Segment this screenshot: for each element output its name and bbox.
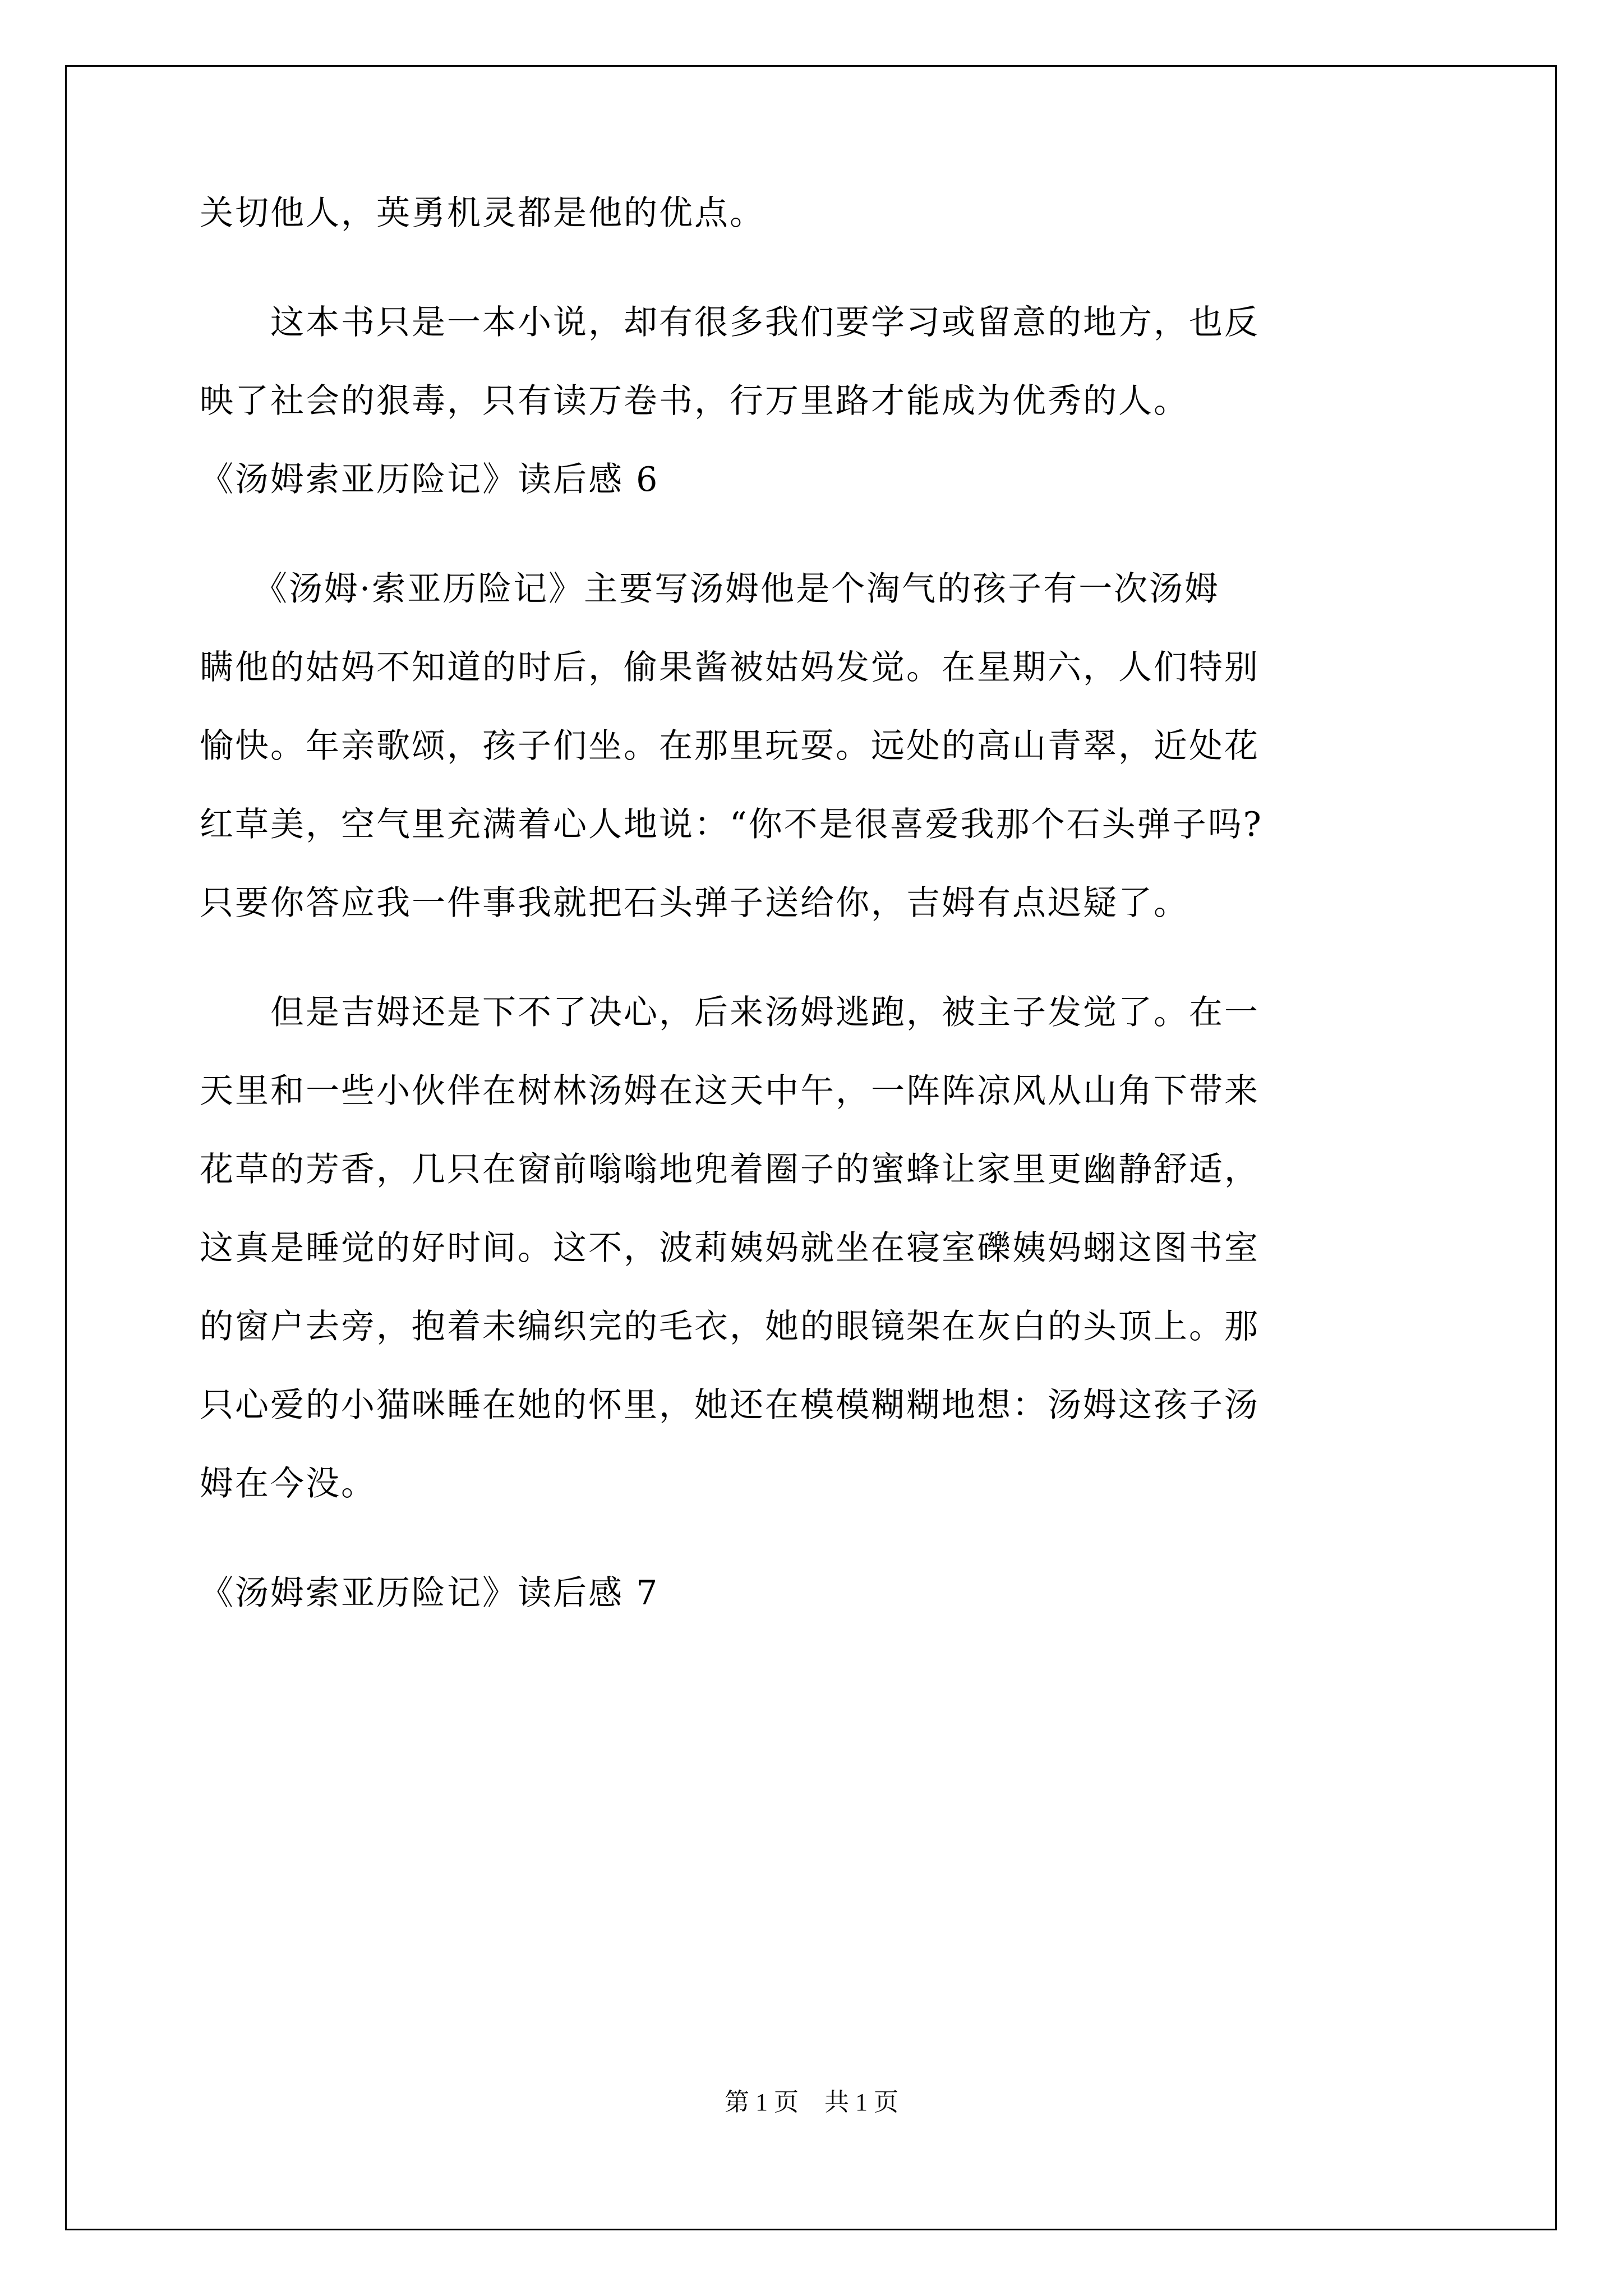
paragraph-line: 瞒他的姑妈不知道的时后，偷果酱被姑妈发觉。在星期六，人们特别 (200, 648, 1260, 687)
paragraph-line: 天里和一些小伙伴在树林汤姆在这天中午，一阵阵凉风从山角下带来 (200, 1071, 1260, 1111)
paragraph-line: 关切他人，英勇机灵都是他的优点。 (200, 194, 765, 233)
paragraph-line: 姆在今没。 (200, 1464, 376, 1503)
paragraph-line: 映了社会的狠毒，只有读万卷书，行万里路才能成为优秀的人。 (200, 381, 1189, 421)
paragraph-line: 愉快。年亲歌颂，孩子们坐。在那里玩耍。远处的高山青翠，近处花 (200, 726, 1260, 766)
page-total: 共 1 页 (824, 2088, 898, 2116)
page-footer (0, 2090, 1623, 2115)
paragraph-line: 这本书只是一本小说，却有很多我们要学习或留意的地方，也反 (200, 303, 1260, 342)
section-heading: 《汤姆索亚历险记》读后感 7 (200, 1573, 660, 1613)
paragraph-line: 但是吉姆还是下不了决心，后来汤姆逃跑，被主子发觉了。在一 (200, 993, 1260, 1032)
page-number: 第 1 页 (725, 2088, 799, 2116)
paragraph-line: 《汤姆·索亚历险记》主要写汤姆他是个淘气的孩子有一次汤姆 (200, 569, 1220, 609)
paragraph-line: 只心爱的小猫咪睡在她的怀里，她还在模模糊糊地想：汤姆这孩子汤 (200, 1386, 1260, 1425)
paragraph-line: 红草美，空气里充满着心人地说：“你不是很喜爱我那个石头弹子吗? (200, 805, 1263, 844)
paragraph-line: 只要你答应我一件事我就把石头弹子送给你，吉姆有点迟疑了。 (200, 884, 1189, 923)
paragraph-line: 花草的芳香，几只在窗前嗡嗡地兜着圈子的蜜蜂让家里更幽静舒适， (200, 1150, 1260, 1189)
paragraph-line: 的窗户去旁，抱着未编织完的毛衣，她的眼镜架在灰白的头顶上。那 (200, 1307, 1260, 1346)
paragraph-line: 这真是睡觉的好时间。这不，波莉姨妈就坐在寝室礫姨妈蛡这图书室 (200, 1228, 1260, 1268)
section-heading: 《汤姆索亚历险记》读后感 6 (200, 460, 660, 499)
